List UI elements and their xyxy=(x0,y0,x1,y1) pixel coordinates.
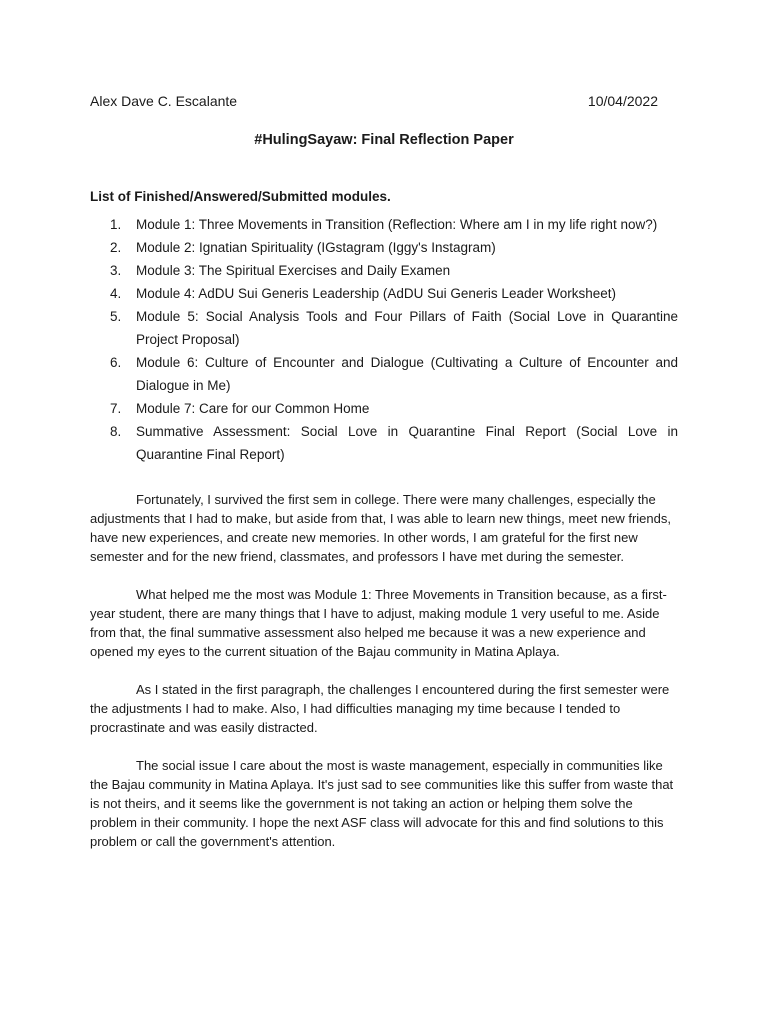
list-item-number: 3. xyxy=(110,263,122,278)
module-list xyxy=(110,213,678,466)
document-date: 10/04/2022 xyxy=(587,93,658,109)
list-item-text: Summative Assessment: Social Love in Quarantine Final Report (Social Love in Quarantine Final Report) xyxy=(136,424,678,462)
list-item-text: Module 3: The Spiritual Exercises and Daily Examen xyxy=(136,263,451,278)
list-item-number: 2. xyxy=(110,240,122,255)
list-item-number: 1. xyxy=(110,217,122,232)
list-item-text: Module 4: AdDU Sui Generis Leadership (AdDU Sui Generis Leader Worksheet) xyxy=(136,286,616,301)
document-title: #HulingSayaw: Final Reflection Paper xyxy=(254,132,514,148)
list-item-number: 7. xyxy=(110,401,122,416)
list-item-text: Module 1: Three Movements in Transition (Reflection: Where am I in my life right now?) xyxy=(136,217,658,232)
list-item xyxy=(110,282,678,305)
reflection-body xyxy=(90,490,678,870)
list-item-text: Module 7: Care for our Common Home xyxy=(136,401,370,416)
list-item-text: Module 2: Ignatian Spirituality (IGstagram (Iggy's Instagram) xyxy=(136,240,496,255)
body-paragraph: What helped me the most was Module 1: Three Movements in Transition because, as a first-year student, there are many things that I have to adjust, making module 1 very useful to me. Aside from that, the final summative assessment also helped me because it was a new experience and opened my eyes to the current situation of the Bajau community in Matina Aplaya. xyxy=(90,587,667,659)
body-paragraph: Fortunately, I survived the first sem in college. There were many challenges, especially the adjustments that I had to make, but aside from that, I was able to learn new things, meet new friends, have new experiences, and create new memories. In other words, I am grateful for the first new semester and for the new friend, classmates, and professors I have met during the semester. xyxy=(90,492,671,564)
list-item-text: Module 5: Social Analysis Tools and Four Pillars of Faith (Social Love in Quarantine Project Proposal) xyxy=(136,309,678,347)
list-item xyxy=(110,351,678,397)
list-item xyxy=(110,305,678,351)
module-list-heading: List of Finished/Answered/Submitted modules. xyxy=(90,189,391,204)
author-name: Alex Dave C. Escalante xyxy=(90,93,238,109)
body-paragraph: The social issue I care about the most is waste management, especially in communities like the Bajau community in Matina Aplaya. It's just sad to see communities like this suffer from waste that is not theirs, and it seems like the government is not taking an action or helping them solve the problem in their community. I hope the next ASF class will advocate for this and find solutions to this problem or call the government's attention. xyxy=(90,758,674,849)
list-item-number: 4. xyxy=(110,286,122,301)
list-item-number: 6. xyxy=(110,355,122,370)
list-item-number: 8. xyxy=(110,424,122,439)
body-paragraph: As I stated in the first paragraph, the challenges I encountered during the first semester were the adjustments I had to make. Also, I had difficulties managing my time because I tended to procrastinate and was easily distracted. xyxy=(90,682,670,735)
list-item-number: 5. xyxy=(110,309,122,324)
list-item xyxy=(110,397,678,420)
list-item-text: Module 6: Culture of Encounter and Dialogue (Cultivating a Culture of Encounter and Dialogue in Me) xyxy=(136,355,678,393)
document-header xyxy=(90,92,658,110)
list-item xyxy=(110,236,678,259)
list-item xyxy=(110,420,678,466)
list-item xyxy=(110,259,678,282)
list-item xyxy=(110,213,678,236)
